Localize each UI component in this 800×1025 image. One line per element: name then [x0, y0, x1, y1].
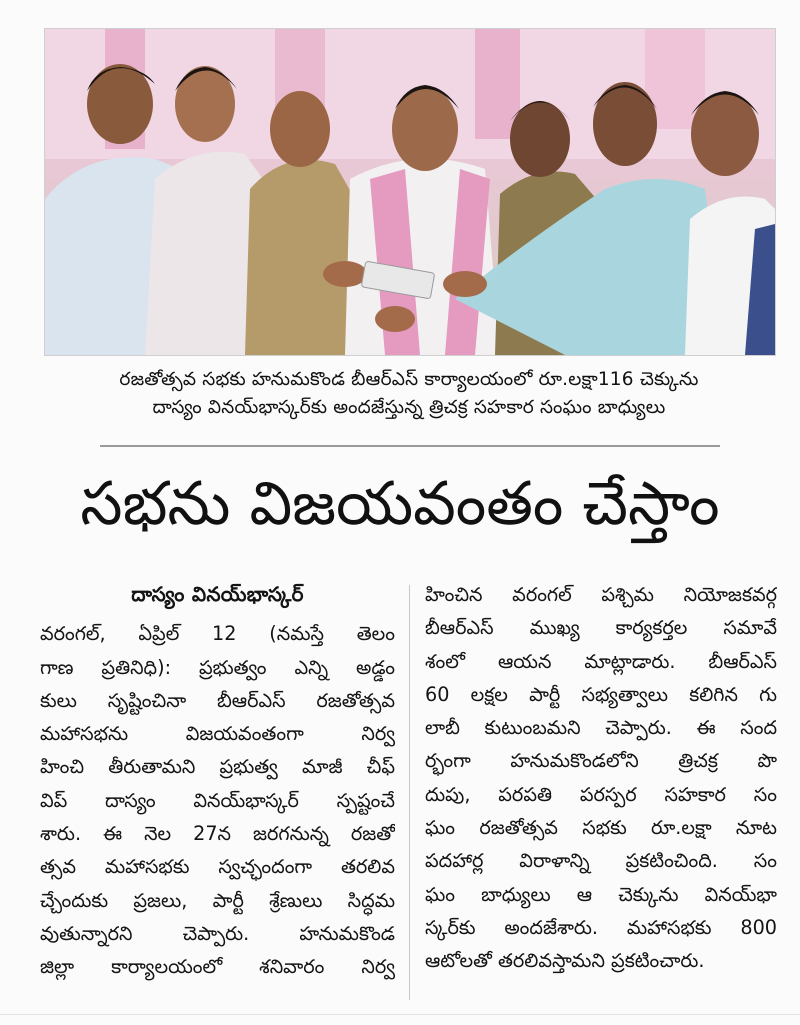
- caption-line-1: రజతోత్సవ సభకు హనుమకొండ బీఆర్ఎస్ కార్యాలయంలో రూ.లక్షా116 చెక్కును: [119, 369, 699, 390]
- article-column-left: [40, 578, 395, 984]
- body-line: కులు సృష్టించినా బీఆర్ఎస్ రజతోత్సవ: [40, 688, 395, 712]
- body-line: జిల్లా కార్యాలయంలో శనివారం నిర్వ: [40, 955, 395, 979]
- article-column-right: [425, 578, 777, 978]
- body-line: వరంగల్, ఏప్రిల్ 12 (నమస్తే తెలం: [40, 622, 395, 646]
- body-line: లాబీ కుటుంబమని చెప్పారు. ఈ సంద: [425, 716, 777, 740]
- body-line: ఘం రజతోత్సవ సభకు రూ.లక్షా నూట: [425, 816, 777, 840]
- body-line: మహాసభను విజయవంతంగా నిర్వ: [40, 722, 395, 746]
- body-line: గాణ ప్రతినిధి): ప్రభుత్వం ఎన్ని అడ్డం: [40, 655, 395, 679]
- column-divider: [409, 585, 410, 1000]
- headline: సభను విజయవంతం చేస్తాం: [80, 469, 720, 539]
- caption-divider: [100, 445, 720, 447]
- body-line: బీఆర్ఎస్ ముఖ్య కార్యకర్తల సమావే: [425, 616, 777, 640]
- body-line: స్కర్‌కు అందజేశారు. మహాసభకు 800: [425, 915, 777, 939]
- body-line: శారు. ఈ నెల 27న జరగనున్న రజతో: [40, 822, 395, 846]
- body-line: శంలో ఆయన మాట్లాడారు. బీఆర్ఎస్: [425, 649, 777, 673]
- news-photo: [44, 28, 776, 356]
- body-line: ర్భంగా హనుమకొండలోని త్రిచక్ర పొ: [425, 749, 777, 773]
- body-line: వుతున్నారని చెప్పారు. హనుమకొండ: [40, 921, 395, 945]
- body-line: ఆటోలతో తరలివస్తామని ప్రకటించారు.: [425, 949, 705, 973]
- caption-line-2: దాస్యం వినయ్‌భాస్కర్‌కు అందజేస్తున్న త్రిచక్ర సహకార సంఘం బాధ్యులు: [152, 397, 666, 418]
- body-line: త్సవ మహాసభకు స్వచ్ఛందంగా తరలివ: [40, 855, 395, 879]
- body-line: హించిన వరంగల్ పశ్చిమ నియోజకవర్గ: [425, 583, 777, 606]
- group-photo-icon: [45, 29, 775, 355]
- body-line: ఘం బాధ్యులు ఆ చెక్కును వినయ్‌భా: [425, 882, 777, 906]
- bottom-rule: [0, 1014, 800, 1015]
- body-line: విప్ దాస్యం వినయ్‌భాస్కర్ స్పష్టంచే: [40, 788, 395, 812]
- body-line: హించి తీరుతామని ప్రభుత్వ మాజీ చీఫ్: [40, 755, 395, 779]
- body-line: 60 లక్షల పార్టీ సభ్యత్వాలు కలిగిన గు: [425, 682, 777, 706]
- body-line: దుపు, పరపతి పరస్పర సహకార సం: [425, 782, 777, 806]
- byline: దాస్యం వినయ్‌భాస్కర్: [131, 582, 304, 606]
- photo-caption: [44, 366, 774, 422]
- body-line: చ్చేందుకు ప్రజలు, పార్టీ శ్రేణులు సిద్ధమ: [40, 888, 395, 912]
- body-line: పదహార్ల విరాళాన్ని ప్రకటించింది. సం: [425, 849, 777, 873]
